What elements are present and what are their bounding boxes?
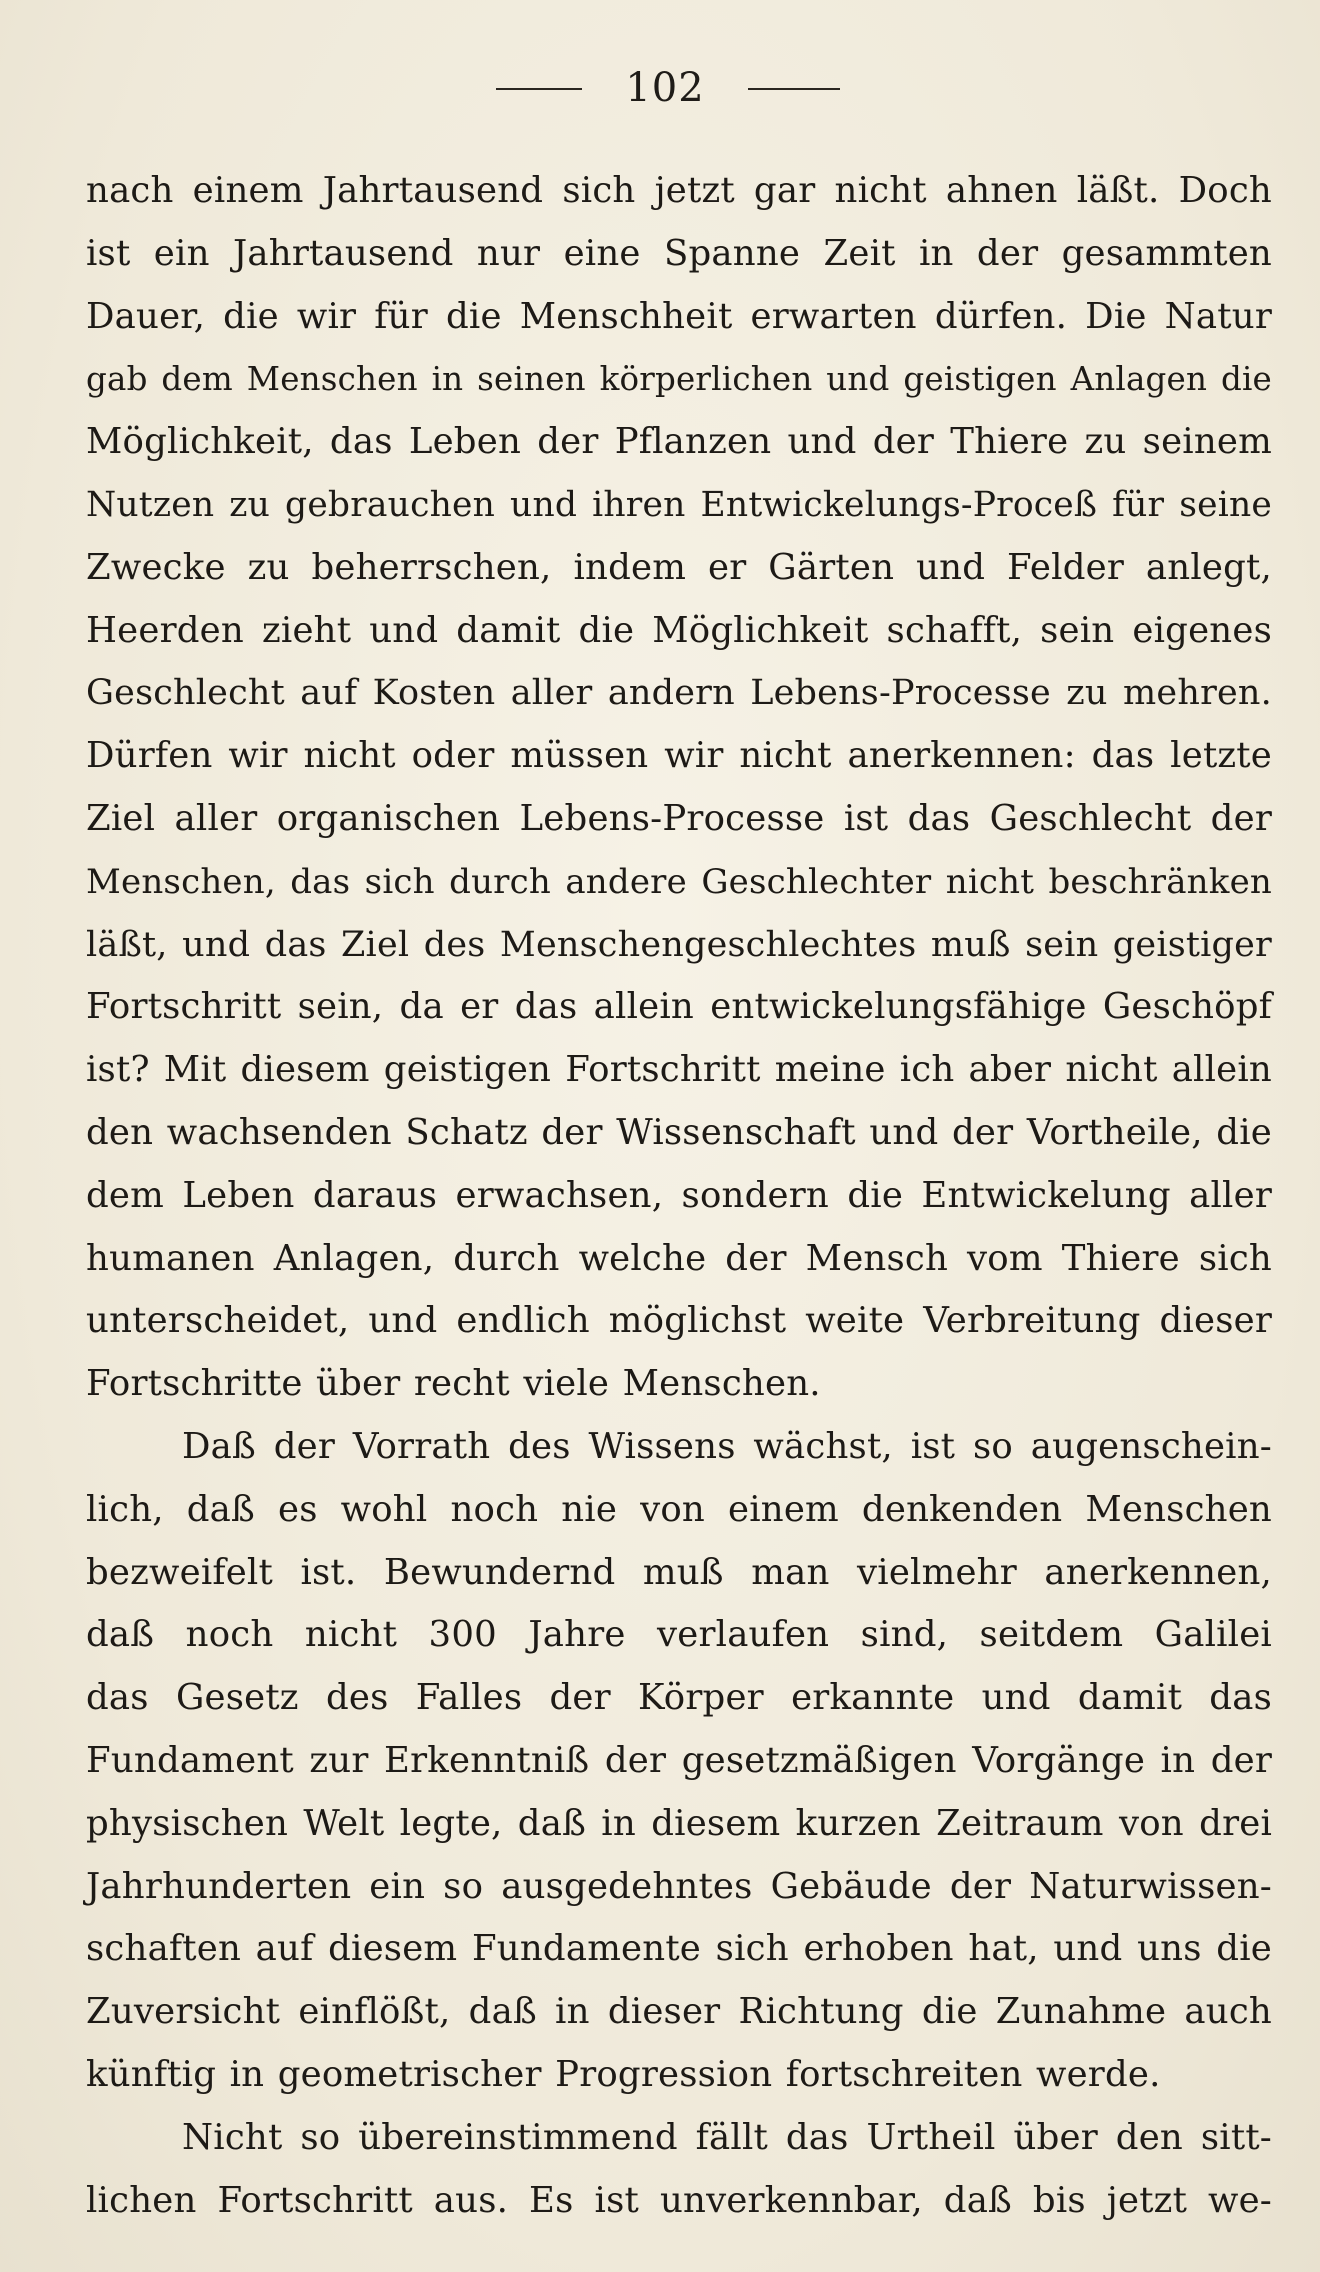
text-line: Menschen, das sich durch andere Geschlechter nicht beschränken xyxy=(86,861,1272,902)
text-line: Zuversicht einflößt, daß in dieser Richtung die Zunahme auch xyxy=(86,1991,1272,2033)
text-line: physischen Welt legte, daß in diesem kurzen Zeitraum von drei xyxy=(86,1802,1272,1844)
text-line: lich, daß es wohl noch nie von einem denkenden Menschen xyxy=(86,1488,1272,1530)
page-number: 102 xyxy=(625,65,705,111)
text-line: künftig in geometrischer Progression fortschreiten werde. xyxy=(86,2053,1161,2095)
text-line: daß noch nicht 300 Jahre verlaufen sind, seitdem Galilei xyxy=(86,1614,1272,1656)
text-line: ist? Mit diesem geistigen Fortschritt meine ich aber nicht allein xyxy=(86,1049,1272,1091)
text-line: bezweifelt ist. Bewundernd muß man vielmehr anerkennen, xyxy=(86,1551,1272,1593)
text-line: schaften auf diesem Fundamente sich erhoben hat, und uns die xyxy=(86,1928,1272,1970)
text-line: Möglichkeit, das Leben der Pflanzen und der Thiere zu seinem xyxy=(86,421,1272,463)
paragraph-1 xyxy=(86,160,1272,1416)
text-line: dem Leben daraus erwachsen, sondern die Entwickelung aller xyxy=(86,1174,1272,1216)
text-line: Fortschritt sein, da er das allein entwickelungsfähige Geschöpf xyxy=(86,986,1272,1028)
text-line: Jahrhunderten ein so ausgedehntes Gebäude der Naturwissen- xyxy=(86,1865,1272,1907)
text-line: Nicht so übereinstimmend fällt das Urtheil über den sitt- xyxy=(182,2116,1272,2158)
text-line: lichen Fortschritt aus. Es ist unverkennbar, daß bis jetzt we- xyxy=(86,2179,1272,2221)
text-line: Geschlecht auf Kosten aller andern Lebens-Processe zu mehren. xyxy=(86,673,1272,714)
text-line: Dürfen wir nicht oder müssen wir nicht anerkennen: das letzte xyxy=(86,735,1272,777)
header-rule-right xyxy=(748,88,840,90)
page-header xyxy=(0,58,1320,118)
text-line: ist ein Jahrtausend nur eine Spanne Zeit in der gesammten xyxy=(86,232,1272,274)
text-line: humanen Anlagen, durch welche der Mensch vom Thiere sich xyxy=(86,1237,1272,1279)
text-line: Fortschritte über recht viele Menschen. xyxy=(86,1363,821,1405)
text-line: den wachsenden Schatz der Wissenschaft und der Vortheile, die xyxy=(86,1111,1272,1153)
text-line: Heerden zieht und damit die Möglichkeit schafft, sein eigenes xyxy=(86,609,1272,651)
paragraph-2 xyxy=(86,1416,1272,2107)
text-line: Fundament zur Erkenntniß der gesetzmäßigen Vorgänge in der xyxy=(86,1739,1272,1781)
text-line: Zwecke zu beherrschen, indem er Gärten und Felder anlegt, xyxy=(86,546,1272,588)
text-line: Ziel aller organischen Lebens-Processe ist das Geschlecht der xyxy=(86,797,1272,839)
text-line: das Gesetz des Falles der Körper erkannte und damit das xyxy=(86,1677,1272,1719)
text-line: gab dem Menschen in seinen körperlichen und geistigen Anlagen die xyxy=(86,360,1272,399)
text-line: Dauer, die wir für die Menschheit erwarten dürfen. Die Natur xyxy=(86,295,1272,337)
page-body xyxy=(86,160,1272,2232)
text-line: Daß der Vorrath des Wissens wächst, ist so augenschein- xyxy=(182,1425,1272,1467)
text-line: läßt, und das Ziel des Menschengeschlechtes muß sein geistiger xyxy=(86,924,1272,965)
text-line: Nutzen zu gebrauchen und ihren Entwickelungs-Proceß für seine xyxy=(86,484,1272,525)
text-line: unterscheidet, und endlich möglichst weite Verbreitung dieser xyxy=(86,1300,1272,1342)
text-line: nach einem Jahrtausend sich jetzt gar nicht ahnen läßt. Doch xyxy=(86,170,1272,211)
header-rule-left xyxy=(496,88,582,90)
paragraph-3 xyxy=(86,2107,1272,2233)
